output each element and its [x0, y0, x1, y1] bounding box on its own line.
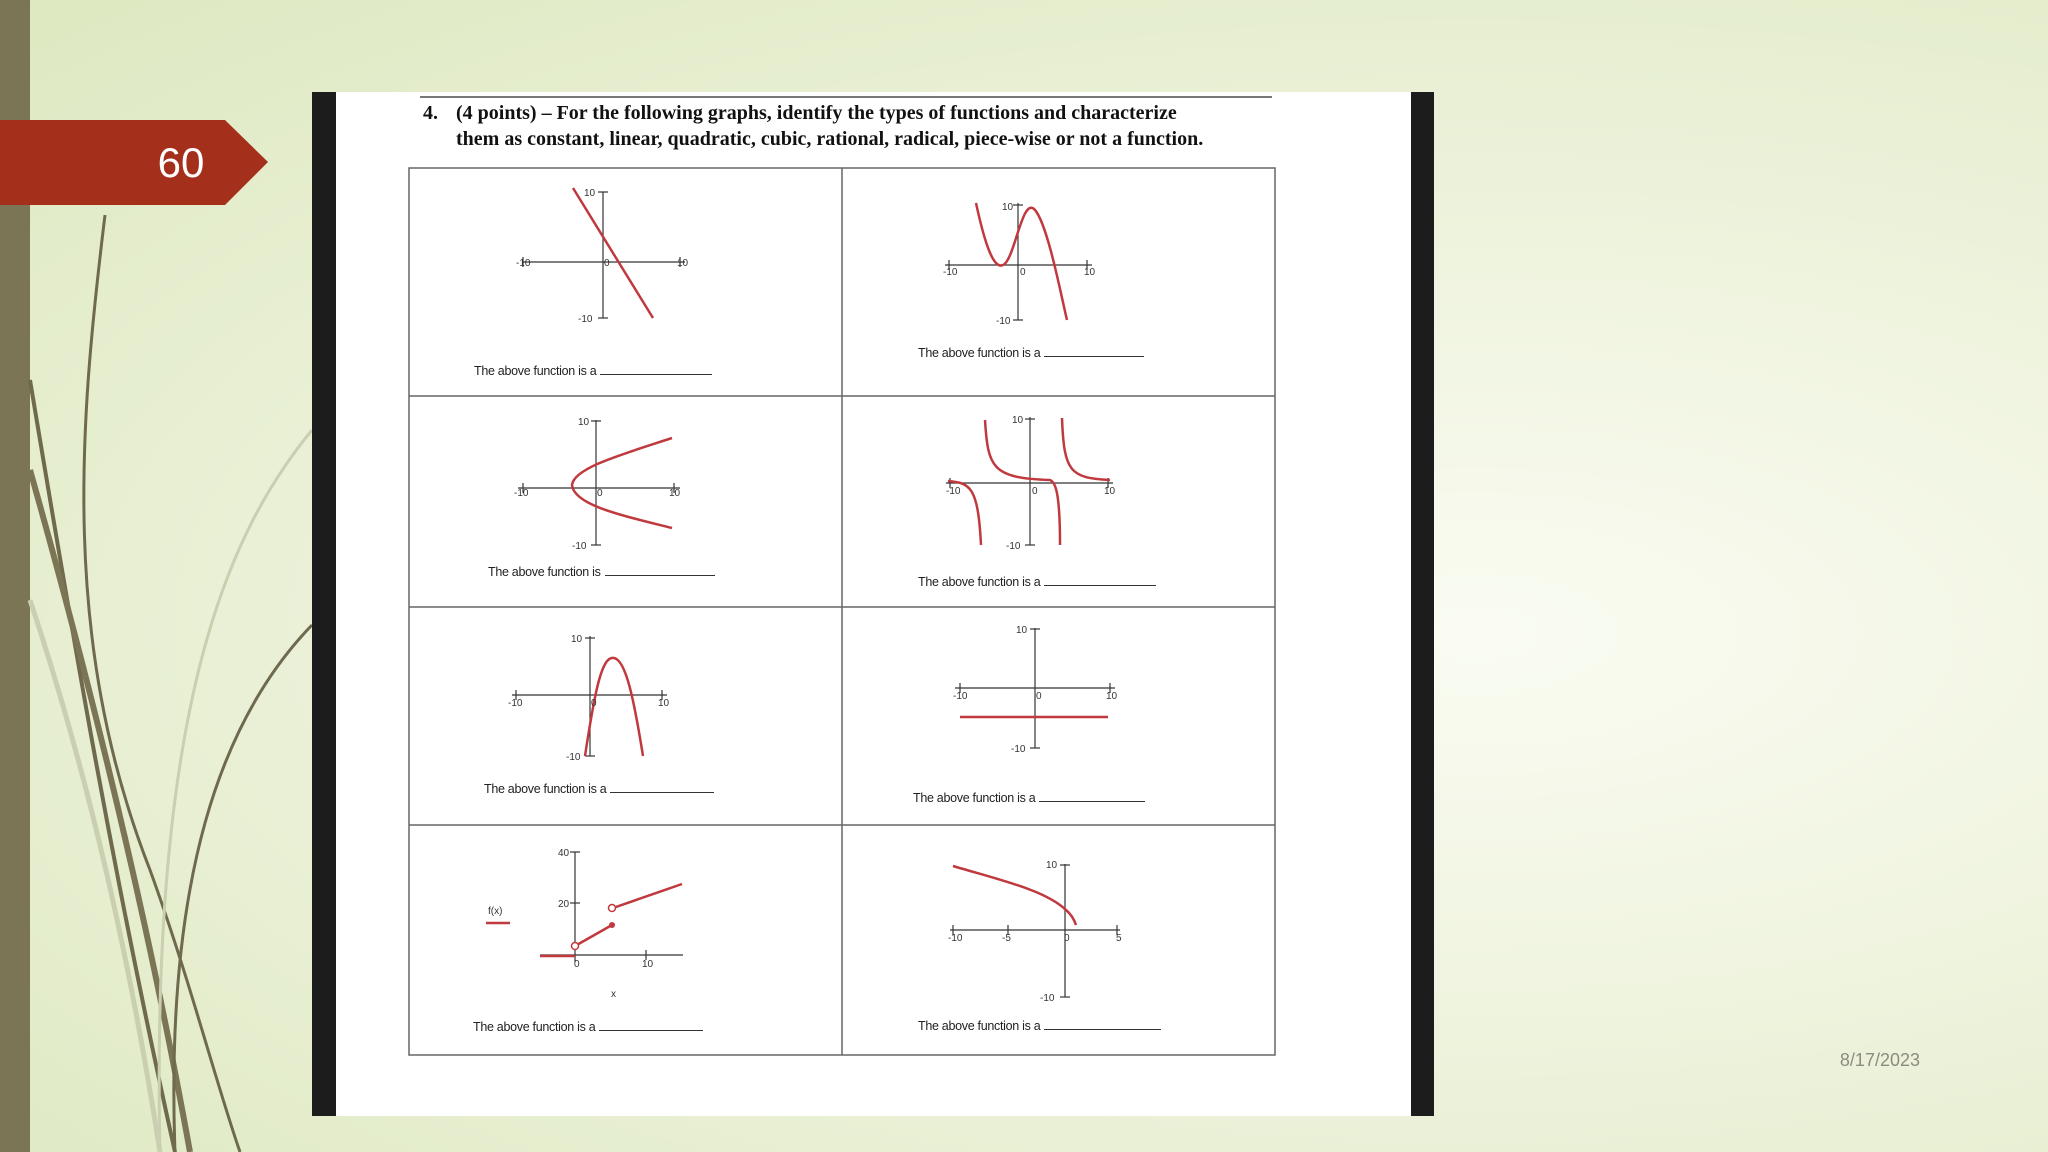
tick-label: -10	[946, 486, 961, 497]
tick-label: -10	[1006, 541, 1021, 552]
tick-label: -10	[996, 316, 1011, 327]
tick-label: -10	[1040, 993, 1055, 1004]
open-endpoint	[609, 905, 616, 912]
graph-5-caption: The above function is a	[484, 782, 714, 796]
graph-8-radical	[948, 860, 1122, 1004]
tick-label: 10	[1002, 202, 1014, 213]
tick-label: -10	[578, 314, 593, 325]
tick-label: 10	[642, 959, 654, 970]
graph-7-piecewise	[486, 848, 683, 1000]
tick-label: -10	[943, 267, 958, 278]
tick-label: 0	[1032, 486, 1038, 497]
tick-label: -5	[1002, 933, 1011, 944]
tick-label: -10	[508, 698, 523, 709]
tick-label: f(x)	[488, 906, 503, 917]
tick-label: -10	[572, 541, 587, 552]
graph-8-caption: The above function is a	[918, 1019, 1161, 1033]
tick-label: 20	[558, 899, 570, 910]
tick-label: 10	[1012, 415, 1024, 426]
tick-label: 10	[1046, 860, 1058, 871]
graph-3-caption: The above function is	[488, 565, 715, 579]
tick-label: 10	[1104, 486, 1116, 497]
graph-1-linear	[516, 188, 689, 325]
tick-label: 5	[1116, 933, 1122, 944]
tick-label: 10	[578, 417, 590, 428]
graph-2-cubic	[943, 202, 1096, 327]
question-text-line-1: (4 points) – For the following graphs, identify the types of functions and characterize	[456, 102, 1177, 124]
graph-2-caption: The above function is a	[918, 346, 1144, 360]
graph-1-caption: The above function is a	[474, 364, 712, 378]
slide-number: 60	[157, 138, 205, 186]
tick-label: 10	[1016, 625, 1028, 636]
graph-5-quadratic	[508, 634, 670, 763]
tick-label: -10	[514, 488, 529, 499]
tick-label: 10	[571, 634, 583, 645]
graph-6-caption: The above function is a	[913, 791, 1145, 805]
tick-label: 10	[658, 698, 670, 709]
tick-label: 0	[597, 488, 603, 499]
closed-endpoint	[609, 922, 615, 928]
tick-label: 10	[677, 258, 689, 269]
tick-label: 10	[584, 188, 596, 199]
tick-label: -10	[516, 258, 531, 269]
tick-label: 0	[1064, 933, 1070, 944]
graph-4-caption: The above function is a	[918, 575, 1156, 589]
tick-label: -10	[948, 933, 963, 944]
tick-label: -10	[1011, 744, 1026, 755]
tick-label: 0	[604, 258, 610, 269]
graph-3-not-a-function	[514, 417, 681, 552]
tick-label: 0	[574, 959, 580, 970]
question-text-line-2: them as constant, linear, quadratic, cubic, rational, radical, piece-wise or not a function.	[456, 128, 1204, 150]
tick-label: -10	[566, 752, 581, 763]
graph-4-rational	[946, 415, 1116, 552]
tick-label: 40	[558, 848, 570, 859]
graph-6-constant	[953, 625, 1118, 755]
open-endpoint	[572, 943, 579, 950]
question-number: 4.	[423, 102, 438, 124]
tick-label: x	[611, 989, 616, 1000]
slide-date: 8/17/2023	[1839, 1050, 1920, 1070]
tick-label: 0	[1036, 691, 1042, 702]
tick-label: 0	[591, 698, 597, 709]
graph-7-caption: The above function is a	[473, 1020, 703, 1034]
tick-label: 10	[669, 488, 681, 499]
tick-label: 10	[1106, 691, 1118, 702]
tick-label: 10	[1084, 267, 1096, 278]
tick-label: 0	[1020, 267, 1026, 278]
tick-label: -10	[953, 691, 968, 702]
